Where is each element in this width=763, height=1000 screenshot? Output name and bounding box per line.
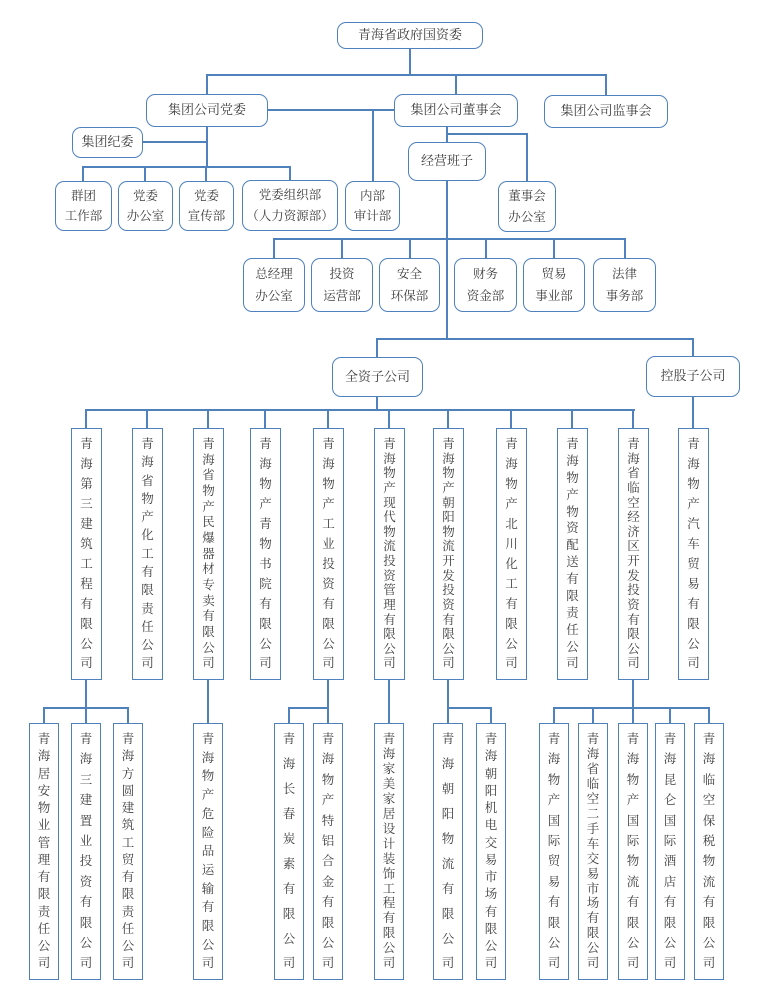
dept-label-line2: （人力资源部） <box>246 208 334 223</box>
dept-label-line1: 党委 <box>132 188 158 203</box>
connector-line <box>446 181 448 340</box>
dept-label-line1: 投资 <box>329 267 355 282</box>
node-subsidiary-tier2: 青 海 朝 阳 机 电 交 易 市 场 有 限 公 司 <box>476 723 506 980</box>
dept-label-line1: 安全 <box>396 267 422 282</box>
connector-line <box>206 74 607 76</box>
connector-line <box>553 707 710 709</box>
node-holding-group: 控股子公司 <box>646 356 740 397</box>
connector-line <box>510 409 512 428</box>
connector-line <box>624 238 626 258</box>
connector-line <box>206 74 208 94</box>
node-subsidiary-tier2: 青 海 方 圆 建 筑 工 贸 有 限 责 任 公 司 <box>113 723 143 980</box>
node-subsidiary-tier2: 青 海 居 安 物 业 管 理 有 限 责 任 公 司 <box>29 723 59 980</box>
node-subsidiary: 青 海 物 产 青 物 书 院 有 限 公 司 <box>250 428 281 680</box>
connector-line <box>592 707 594 723</box>
connector-line <box>127 707 129 723</box>
node-wholly-owned-group: 全资子公司 <box>332 357 423 397</box>
dept-label-line1: 财务 <box>472 267 498 282</box>
node-discipline-committee: 集团纪委 <box>72 127 143 158</box>
node-subsidiary: 青 海 物 产 汽 车 贸 易 有 限 公 司 <box>678 428 709 680</box>
connector-line <box>376 338 378 357</box>
connector-line <box>205 166 207 181</box>
dept-label-line1: 法律 <box>611 267 637 282</box>
connector-line <box>146 409 148 428</box>
connector-line <box>82 166 291 168</box>
node-dept-safety-environment <box>379 258 440 312</box>
connector-line <box>553 238 555 258</box>
node-subsidiary: 青 海 物 产 工 业 投 资 有 限 公 司 <box>313 428 344 680</box>
node-subsidiary-tier2: 青 海 物 产 国 际 物 流 有 限 公 司 <box>618 723 648 980</box>
node-subsidiary: 青 海 物 产 现 代 物 流 投 资 管 理 有 限 公 司 <box>374 428 405 680</box>
dept-label-line2: 办公室 <box>255 288 293 303</box>
node-subsidiary: 青 海 第 三 建 筑 工 程 有 限 公 司 <box>71 428 102 680</box>
dept-label-line2: 工作部 <box>64 208 103 223</box>
connector-line <box>273 238 626 240</box>
connector-line <box>455 74 457 95</box>
connector-line <box>605 74 607 95</box>
connector-line <box>85 680 87 723</box>
connector-line <box>264 409 266 428</box>
connector-line <box>490 707 492 723</box>
dept-label-line1: 党委组织部 <box>258 188 322 203</box>
node-subsidiary: 青 海 省 物 产 化 工 有 限 责 任 公 司 <box>132 428 163 680</box>
connector-line <box>207 680 209 723</box>
connector-line <box>341 238 343 258</box>
node-dept-board-office <box>498 181 556 232</box>
connector-line <box>692 338 694 356</box>
dept-label-line2: 办公室 <box>126 208 165 223</box>
connector-line <box>43 707 129 709</box>
node-subsidiary-tier2: 青 海 三 建 置 业 投 资 有 限 公 司 <box>71 723 101 980</box>
connector-line <box>553 707 555 723</box>
connector-line <box>43 707 45 723</box>
connector-line <box>372 109 374 181</box>
connector-line <box>85 409 87 428</box>
dept-label-line1: 群团 <box>70 188 96 203</box>
node-subsidiary-tier2: 青 海 省 临 空 二 手 车 交 易 市 场 有 限 公 司 <box>578 723 608 980</box>
node-subsidiary: 青 海 物 产 物 资 配 送 有 限 责 任 公 司 <box>557 428 588 680</box>
dept-label-line2: 审计部 <box>353 208 392 223</box>
node-subsidiary-tier2: 青 海 昆 仑 国 际 酒 店 有 限 公 司 <box>655 723 685 980</box>
dept-label-line1: 内部 <box>359 188 385 203</box>
node-subsidiary-tier2: 青 海 朝 阳 物 流 有 限 公 司 <box>433 723 463 980</box>
dept-label-line2: 运营部 <box>323 288 361 303</box>
dept-label-line2: 事务部 <box>605 288 644 303</box>
connector-line <box>273 238 275 258</box>
connector-line <box>388 680 390 723</box>
dept-label-line2: 环保部 <box>390 288 429 303</box>
connector-line <box>632 409 634 428</box>
connector-line <box>669 707 671 723</box>
node-dept-trade-business <box>523 258 585 312</box>
node-subsidiary: 青 海 省 临 空 经 济 区 开 发 投 资 有 限 公 司 <box>618 428 649 680</box>
connector-line <box>289 166 291 181</box>
node-party-committee: 集团公司党委 <box>146 94 268 127</box>
dept-label-line1: 贸易 <box>541 267 567 282</box>
dept-label-line2: 宣传部 <box>187 208 226 223</box>
node-subsidiary-tier2: 青 海 物 产 国 际 贸 易 有 限 公 司 <box>539 723 569 980</box>
node-management-team: 经营班子 <box>408 142 486 181</box>
node-dept-internal-audit <box>345 181 400 231</box>
node-supervisory-board: 集团公司监事会 <box>544 95 668 128</box>
node-subsidiary: 青 海 物 产 北 川 化 工 有 限 公 司 <box>496 428 527 680</box>
connector-line <box>708 707 710 723</box>
connector-line <box>526 133 528 181</box>
connector-line <box>268 109 394 111</box>
connector-line <box>447 707 492 709</box>
connector-line <box>82 166 84 181</box>
connector-line <box>85 409 635 411</box>
node-subsidiary: 青 海 省 物 产 民 爆 器 材 专 卖 有 限 公 司 <box>193 428 224 680</box>
dept-label-line2: 事业部 <box>535 288 573 303</box>
node-dept-legal-affairs <box>593 258 656 312</box>
node-dept-party-organization <box>242 180 338 231</box>
connector-line <box>447 409 449 428</box>
connector-line <box>446 133 528 135</box>
connector-line <box>571 409 573 428</box>
connector-line <box>288 707 290 723</box>
node-subsidiary-tier2: 青 海 长 春 炭 素 有 限 公 司 <box>274 723 304 980</box>
node-subsidiary-tier2: 青 海 家 美 家 居 设 计 装 饰 工 程 有 限 公 司 <box>374 723 404 980</box>
connector-line <box>447 680 449 723</box>
connector-line <box>409 49 411 75</box>
node-dept-party-propaganda <box>179 181 234 231</box>
node-subsidiary-tier2: 青 海 物 产 特 铝 合 金 有 限 公 司 <box>313 723 343 980</box>
connector-line <box>288 707 329 709</box>
node-dept-finance-funds <box>454 258 517 312</box>
node-dept-mass-work <box>55 181 112 231</box>
connector-line <box>327 409 329 428</box>
dept-label-line2: 资金部 <box>466 288 505 303</box>
connector-line <box>206 127 208 168</box>
dept-label-line1: 总经理 <box>255 267 293 282</box>
dept-label-line1: 董事会 <box>508 189 546 204</box>
node-dept-party-office <box>118 181 173 231</box>
node-dept-gm-office <box>243 258 305 312</box>
connector-line <box>207 409 209 428</box>
connector-line <box>144 166 146 181</box>
connector-line <box>485 238 487 258</box>
node-subsidiary-tier2: 青 海 临 空 保 税 物 流 有 限 公 司 <box>694 723 724 980</box>
connector-line <box>409 238 411 258</box>
node-dept-investment-operation <box>311 258 373 312</box>
node-board-of-directors: 集团公司董事会 <box>394 94 518 127</box>
dept-label-line1: 党委 <box>193 188 219 203</box>
connector-line <box>376 338 694 340</box>
dept-label-line2: 办公室 <box>508 209 546 224</box>
node-subsidiary: 青 海 物 产 朝 阳 物 流 开 发 投 资 有 限 公 司 <box>433 428 464 680</box>
connector-line <box>632 680 634 723</box>
connector-line <box>692 397 694 428</box>
connector-line <box>143 141 207 143</box>
node-root: 青海省政府国资委 <box>337 22 483 49</box>
node-subsidiary-tier2: 青 海 物 产 危 险 品 运 输 有 限 公 司 <box>193 723 223 980</box>
connector-line <box>327 680 329 723</box>
connector-line <box>388 409 390 428</box>
